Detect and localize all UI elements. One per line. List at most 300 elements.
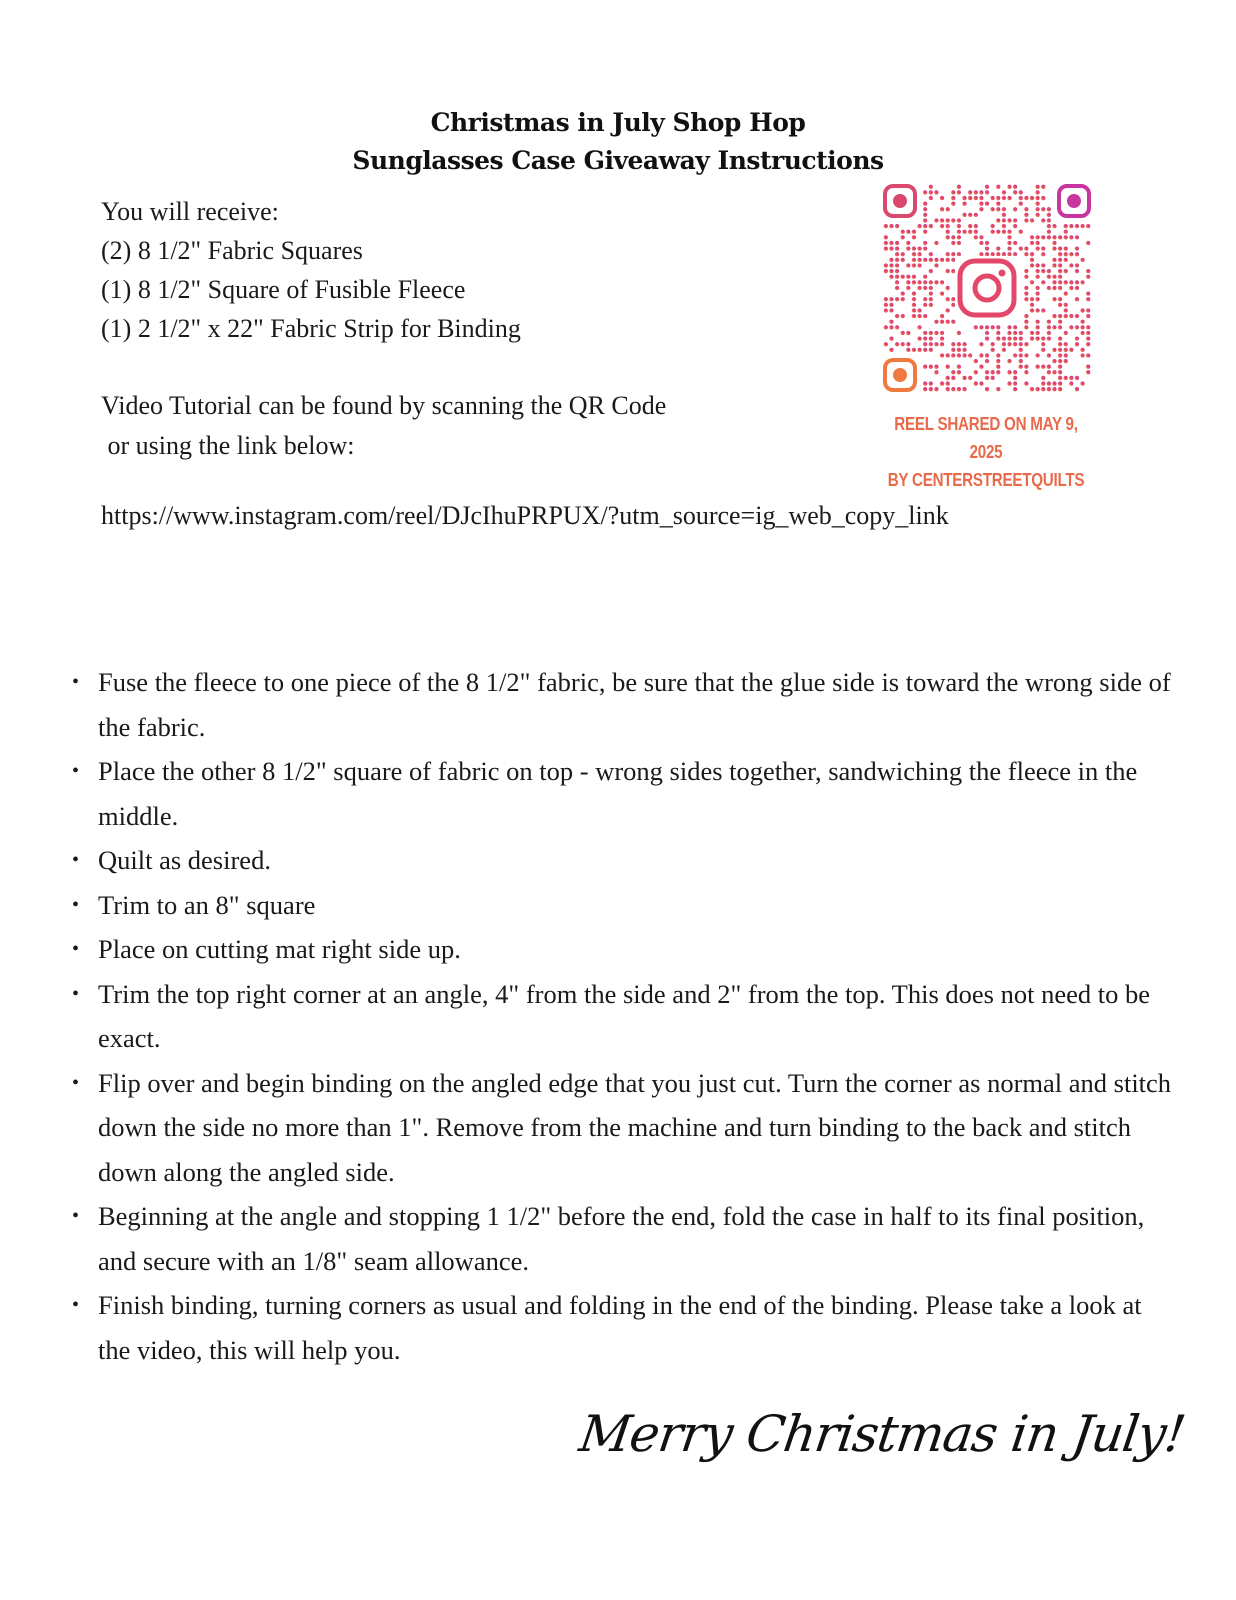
qr-dot (996, 353, 1000, 357)
qr-dot (951, 218, 955, 222)
qr-dot (1007, 185, 1011, 189)
page-subtitle: Sunglasses Case Giveaway Instructions (352, 146, 884, 175)
qr-dot (1047, 286, 1051, 290)
qr-dot (946, 252, 950, 256)
qr-dot (1080, 320, 1084, 324)
qr-dot (889, 247, 893, 251)
qr-dot (1024, 370, 1028, 374)
qr-dot (1013, 331, 1017, 335)
qr-dot (1035, 353, 1039, 357)
qr-dot (1024, 196, 1028, 200)
qr-dot (979, 190, 983, 194)
qr-dot (1064, 348, 1068, 352)
qr-dot (895, 314, 899, 318)
qr-dot (990, 224, 994, 228)
qr-dot (1002, 224, 1006, 228)
qr-dot (1002, 230, 1006, 234)
qr-dot (929, 365, 933, 369)
qr-dot (940, 207, 944, 211)
qr-dot (1024, 353, 1028, 357)
qr-dot (934, 190, 938, 194)
qr-dot (1002, 207, 1006, 211)
qr-dot (884, 303, 888, 307)
qr-dot (957, 230, 961, 234)
qr-dot (929, 336, 933, 340)
qr-dot (1086, 342, 1090, 346)
qr-dot (906, 275, 910, 279)
qr-dot (929, 252, 933, 256)
instruction-steps (72, 660, 1172, 1372)
qr-dot (901, 235, 905, 239)
qr-dot (951, 190, 955, 194)
qr-dot (1069, 314, 1073, 318)
qr-dot (974, 224, 978, 228)
list-item: • Quilt as desired. (72, 838, 1172, 883)
qr-dot (940, 280, 944, 284)
qr-dot (996, 370, 1000, 374)
qr-dot (1041, 376, 1045, 380)
qr-dot (917, 348, 921, 352)
qr-dot (934, 258, 938, 262)
qr-dot (1024, 381, 1028, 385)
qr-dot (889, 348, 893, 352)
qr-dot (1064, 331, 1068, 335)
qr-dot (1052, 275, 1056, 279)
qr-dot (979, 235, 983, 239)
qr-dot (957, 342, 961, 346)
qr-dot (1024, 269, 1028, 273)
qr-dot (929, 303, 933, 307)
qr-dot (906, 348, 910, 352)
qr-dot (1007, 230, 1011, 234)
qr-dot (1041, 218, 1045, 222)
qr-dot (1019, 365, 1023, 369)
qr-dot (1064, 308, 1068, 312)
qr-dot (1075, 224, 1079, 228)
qr-dot (946, 230, 950, 234)
qr-dot (1007, 325, 1011, 329)
qr-dot (1047, 224, 1051, 228)
qr-dot (996, 218, 1000, 222)
qr-dot (1052, 387, 1056, 391)
bullet-icon: • (72, 671, 80, 693)
qr-dot (996, 230, 1000, 234)
qr-dot (1069, 325, 1073, 329)
receive-item: (1) 8 1/2" Square of Fusible Fleece (101, 275, 466, 304)
qr-dot (985, 325, 989, 329)
qr-dot (1058, 314, 1062, 318)
qr-dot (895, 275, 899, 279)
qr-dot (940, 336, 944, 340)
qr-dot (1030, 303, 1034, 307)
qr-dot (895, 286, 899, 290)
qr-dot (1024, 207, 1028, 211)
qr-dot (951, 196, 955, 200)
qr-dot (1052, 224, 1056, 228)
qr-dot (1058, 286, 1062, 290)
qr-dot (1030, 297, 1034, 301)
qr-dot (929, 348, 933, 352)
qr-dot (895, 252, 899, 256)
qr-dot (1035, 331, 1039, 335)
qr-dot (923, 314, 927, 318)
qr-dot (1047, 336, 1051, 340)
qr-dot (1047, 320, 1051, 324)
qr-dot (946, 258, 950, 262)
qr-dot (996, 196, 1000, 200)
qr-dot (1019, 348, 1023, 352)
qr-dot (1047, 213, 1051, 217)
qr-dot (1035, 247, 1039, 251)
qr-dot (1086, 370, 1090, 374)
qr-dot (990, 348, 994, 352)
qr-dot (884, 297, 888, 301)
qr-dot (1069, 348, 1073, 352)
qr-dot (979, 241, 983, 245)
qr-dot (923, 348, 927, 352)
qr-dot (912, 348, 916, 352)
qr-dot (1058, 280, 1062, 284)
qr-dot (1035, 387, 1039, 391)
qr-dot (1007, 235, 1011, 239)
qr-dot (979, 342, 983, 346)
qr-dot (940, 342, 944, 346)
qr-dot (968, 213, 972, 217)
qr-dot (974, 190, 978, 194)
qr-dot (1064, 269, 1068, 273)
qr-dot (1019, 353, 1023, 357)
qr-code[interactable] (883, 184, 1091, 392)
qr-dot (1052, 297, 1056, 301)
qr-dot (884, 241, 888, 245)
qr-dot (1013, 190, 1017, 194)
qr-dot (946, 387, 950, 391)
qr-dot (895, 269, 899, 273)
qr-dot (951, 303, 955, 307)
qr-dot (1058, 353, 1062, 357)
qr-dot (940, 381, 944, 385)
qr-dot (1024, 320, 1028, 324)
qr-dot (1069, 224, 1073, 228)
qr-dot (1075, 263, 1079, 267)
qr-dot (912, 308, 916, 312)
qr-dot (929, 297, 933, 301)
qr-dot (996, 252, 1000, 256)
qr-dot (974, 370, 978, 374)
qr-dot (1030, 263, 1034, 267)
qr-dot (1069, 376, 1073, 380)
qr-dot (917, 325, 921, 329)
qr-dot (1007, 359, 1011, 363)
qr-dot (934, 218, 938, 222)
qr-dot (1041, 280, 1045, 284)
qr-dot (901, 342, 905, 346)
qr-dot (957, 252, 961, 256)
qr-dot (957, 235, 961, 239)
qr-dot (951, 235, 955, 239)
list-item: • Fuse the fleece to one piece of the 8 1/2" fabric, be sure that the glue side is toward the wrong side of the fabric. (72, 660, 1172, 749)
qr-dot (946, 218, 950, 222)
qr-dot (1035, 190, 1039, 194)
qr-dot (940, 196, 944, 200)
qr-dot (1002, 342, 1006, 346)
qr-dot (1041, 381, 1045, 385)
qr-dot (962, 213, 966, 217)
qr-dot (990, 207, 994, 211)
qr-dot (962, 376, 966, 380)
qr-dot (1047, 275, 1051, 279)
list-item: • Finish binding, turning corners as usual and folding in the end of the binding. Please take a look at the video, this will help you. (72, 1283, 1172, 1372)
qr-dot (1035, 213, 1039, 217)
qr-dot (985, 202, 989, 206)
qr-dot (912, 235, 916, 239)
qr-dot (979, 325, 983, 329)
qr-dot (884, 308, 888, 312)
qr-dot (1075, 297, 1079, 301)
qr-dot (1041, 252, 1045, 256)
qr-dot (979, 207, 983, 211)
qr-dot (985, 336, 989, 340)
qr-dot (1047, 325, 1051, 329)
qr-dot (1075, 336, 1079, 340)
qr-dot (934, 387, 938, 391)
qr-dot (912, 275, 916, 279)
qr-dot (1047, 218, 1051, 222)
qr-dot (889, 275, 893, 279)
qr-dot (1013, 241, 1017, 245)
qr-dot (940, 218, 944, 222)
qr-dot (1047, 269, 1051, 273)
qr-dot (974, 325, 978, 329)
qr-dot (1069, 286, 1073, 290)
qr-dot (901, 252, 905, 256)
qr-dot (917, 224, 921, 228)
qr-dot (917, 314, 921, 318)
qr-dot (1035, 235, 1039, 239)
qr-dot (951, 252, 955, 256)
qr-dot (1058, 381, 1062, 385)
qr-dot (1013, 370, 1017, 374)
qr-dot (974, 213, 978, 217)
qr-dot (1013, 376, 1017, 380)
qr-dot (1007, 196, 1011, 200)
qr-dot (1030, 241, 1034, 245)
qr-dot (1024, 325, 1028, 329)
qr-dot (923, 241, 927, 245)
qr-dot (923, 331, 927, 335)
qr-dot (1035, 241, 1039, 245)
qr-dot (951, 320, 955, 324)
qr-dot (1086, 291, 1090, 295)
qr-dot (1007, 381, 1011, 385)
qr-dot (1030, 258, 1034, 262)
qr-dot (962, 196, 966, 200)
video-line-2: or using the link below: (101, 431, 355, 460)
qr-dot (1024, 275, 1028, 279)
qr-dot (996, 359, 1000, 363)
qr-dot (1007, 342, 1011, 346)
qr-dot (940, 258, 944, 262)
qr-dot (1024, 218, 1028, 222)
qr-dot (895, 297, 899, 301)
qr-dot (1019, 331, 1023, 335)
qr-dot (906, 286, 910, 290)
qr-dot (968, 196, 972, 200)
qr-dot (923, 275, 927, 279)
qr-dot (946, 320, 950, 324)
qr-dot (940, 224, 944, 228)
qr-dot (1013, 207, 1017, 211)
qr-dot (990, 370, 994, 374)
qr-dot (1052, 381, 1056, 385)
qr-dot (923, 336, 927, 340)
qr-dot (951, 258, 955, 262)
qr-dot (996, 185, 1000, 189)
qr-dot (1041, 235, 1045, 239)
qr-dot (979, 365, 983, 369)
list-item: • Trim the top right corner at an angle, 4" from the side and 2" from the top. This does not need to be exact. (72, 972, 1172, 1061)
qr-caption-line-1: REEL SHARED ON MAY 9, 2025 (894, 413, 1078, 462)
qr-dot (951, 241, 955, 245)
qr-dot (951, 202, 955, 206)
qr-dot (929, 280, 933, 284)
qr-dot (1030, 218, 1034, 222)
qr-dot (1064, 314, 1068, 318)
qr-dot (912, 247, 916, 251)
qr-dot (884, 224, 888, 228)
qr-dot (1052, 286, 1056, 290)
qr-dot (940, 331, 944, 335)
qr-dot (934, 331, 938, 335)
qr-dot (1047, 207, 1051, 211)
qr-dot (1086, 275, 1090, 279)
qr-dot (923, 342, 927, 346)
qr-caption-line-2: BY CENTERSTREETQUILTS (887, 469, 1085, 490)
qr-dot (1058, 247, 1062, 251)
qr-dot (1030, 280, 1034, 284)
qr-dot (1086, 336, 1090, 340)
tutorial-link[interactable]: https://www.instagram.com/reel/DJcIhuPRPUX/?utm_source=ig_web_copy_link (101, 501, 949, 530)
qr-dot (934, 263, 938, 267)
receive-list (101, 192, 521, 348)
qr-dot (923, 365, 927, 369)
qr-dot (990, 196, 994, 200)
qr-dot (1041, 185, 1045, 189)
qr-dot (1024, 247, 1028, 251)
qr-dot (1052, 359, 1056, 363)
qr-dot (1041, 348, 1045, 352)
qr-dot (1035, 286, 1039, 290)
qr-dot (1007, 247, 1011, 251)
qr-dot (895, 247, 899, 251)
qr-dot (1064, 303, 1068, 307)
qr-dot (1058, 275, 1062, 279)
qr-dot (895, 263, 899, 267)
qr-dot (1002, 196, 1006, 200)
list-item: • Beginning at the angle and stopping 1 1/2" before the end, fold the case in half to its final position, and secure with an 1/8" seam allowance. (72, 1194, 1172, 1283)
qr-dot (1064, 258, 1068, 262)
qr-dot (929, 331, 933, 335)
list-item: • Place the other 8 1/2" square of fabric on top - wrong sides together, sandwiching the fleece in the middle. (72, 749, 1172, 838)
qr-dot (1052, 314, 1056, 318)
qr-dot (923, 224, 927, 228)
qr-dot (1035, 207, 1039, 211)
qr-dot (912, 280, 916, 284)
qr-dot (1058, 376, 1062, 380)
qr-dot (906, 331, 910, 335)
qr-dot (1080, 325, 1084, 329)
qr-dot (1019, 196, 1023, 200)
qr-dot (1080, 348, 1084, 352)
qr-dot (917, 258, 921, 262)
qr-dot (951, 269, 955, 273)
qr-dot (1035, 297, 1039, 301)
qr-dot (1002, 348, 1006, 352)
qr-dot (1013, 336, 1017, 340)
qr-dot (929, 185, 933, 189)
qr-dot (1058, 297, 1062, 301)
qr-dot (923, 213, 927, 217)
qr-dot (1030, 308, 1034, 312)
qr-dot (1019, 230, 1023, 234)
qr-dot (1019, 336, 1023, 340)
qr-dot (923, 280, 927, 284)
qr-dot (1007, 336, 1011, 340)
qr-dot (917, 263, 921, 267)
qr-dot (901, 297, 905, 301)
qr-dot (912, 258, 916, 262)
video-tutorial-text (101, 386, 666, 466)
qr-dot (1069, 381, 1073, 385)
qr-dot (985, 190, 989, 194)
qr-dot (996, 387, 1000, 391)
qr-dot (1002, 218, 1006, 222)
bullet-icon: • (72, 893, 80, 916)
qr-dot (1019, 359, 1023, 363)
qr-dot (934, 342, 938, 346)
qr-dot (1069, 235, 1073, 239)
qr-dot (1080, 331, 1084, 335)
qr-dot (912, 297, 916, 301)
qr-dot (1035, 336, 1039, 340)
qr-dot (1064, 291, 1068, 295)
qr-dot (940, 353, 944, 357)
qr-dot (1002, 213, 1006, 217)
qr-dot (946, 381, 950, 385)
qr-dot (884, 342, 888, 346)
qr-dot (957, 348, 961, 352)
qr-dot (934, 365, 938, 369)
qr-dot (884, 263, 888, 267)
qr-dot (1030, 331, 1034, 335)
qr-dot (1064, 235, 1068, 239)
qr-dot (951, 297, 955, 301)
qr-dot (1041, 196, 1045, 200)
qr-dot (1086, 224, 1090, 228)
qr-dot (923, 247, 927, 251)
qr-dot (1047, 331, 1051, 335)
qr-dot (990, 325, 994, 329)
qr-dot (923, 190, 927, 194)
qr-dot (1019, 342, 1023, 346)
qr-dot (1047, 387, 1051, 391)
qr-dot (985, 185, 989, 189)
qr-dot (923, 207, 927, 211)
qr-dot (912, 314, 916, 318)
qr-dot (1080, 280, 1084, 284)
qr-dot (917, 336, 921, 340)
qr-dot (884, 235, 888, 239)
